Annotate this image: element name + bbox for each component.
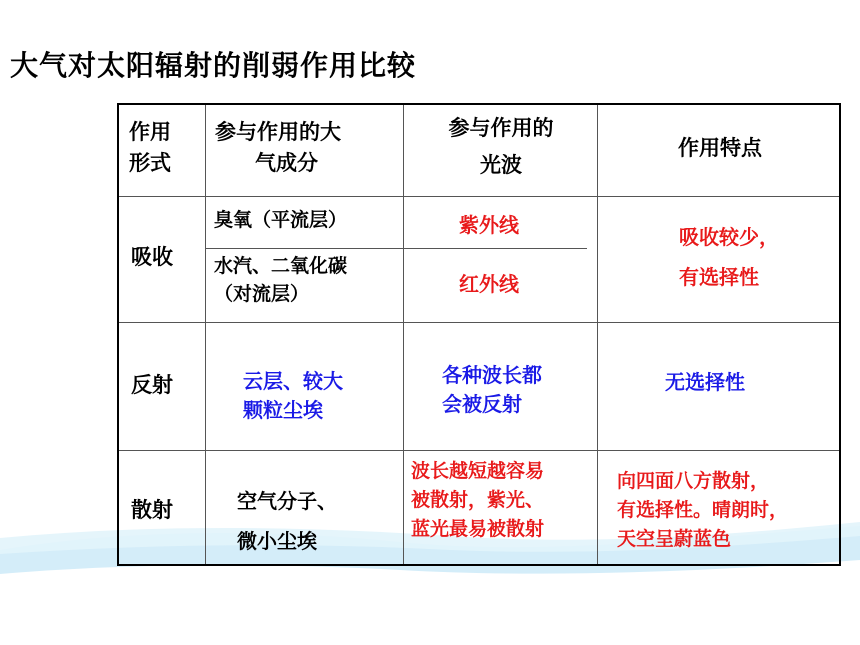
column-divider: [597, 105, 598, 564]
feature-absorption: 吸收较少， 有选择性: [679, 225, 779, 289]
form-absorption: 吸收: [131, 245, 173, 269]
wave-scattering: 波长越短越容易 被散射，紫光、 蓝光最易被散射: [411, 460, 545, 540]
sub-row-divider: [205, 248, 587, 249]
form-reflection: 反射: [131, 373, 173, 397]
row-divider: [119, 450, 839, 451]
form-scattering: 散射: [131, 498, 173, 522]
component-reflection: 云层、较大 颗粒尘埃: [243, 369, 343, 422]
column-divider: [403, 105, 404, 564]
page-title: 大气对太阳辐射的削弱作用比较: [10, 49, 417, 82]
component-scattering: 空气分子、 微小尘埃: [237, 489, 337, 553]
column-divider: [205, 105, 206, 564]
header-wave: 参与作用的 光波: [448, 116, 554, 177]
wave-ir: 红外线: [459, 272, 519, 296]
wave-reflection: 各种波长都 会被反射: [442, 363, 542, 416]
component-ozone: 臭氧（平流层）: [214, 209, 348, 231]
feature-reflection: 无选择性: [665, 370, 745, 394]
header-form: 作用 形式: [129, 120, 171, 175]
feature-scattering: 向四面八方散射， 有选择性。晴朗时， 天空呈蔚蓝色: [617, 470, 789, 550]
header-component: 参与作用的大 气成分: [215, 120, 341, 175]
comparison-table: [117, 103, 841, 566]
component-vapor: 水汽、二氧化碳 （对流层）: [214, 255, 348, 305]
wave-uv: 紫外线: [459, 213, 519, 237]
row-divider: [119, 322, 839, 323]
header-feature: 作用特点: [678, 136, 762, 160]
row-divider: [119, 196, 839, 197]
